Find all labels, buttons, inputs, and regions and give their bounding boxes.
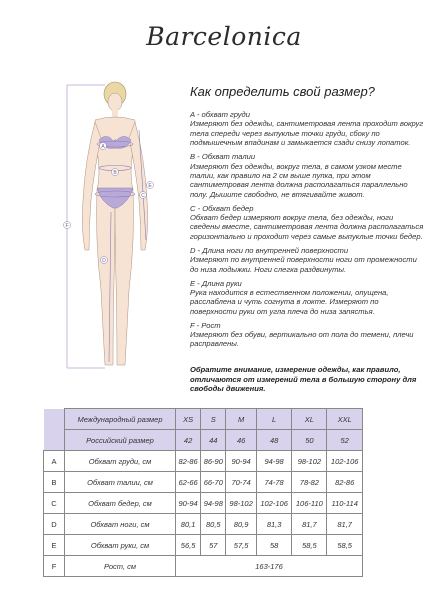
table-cell: 98-102 xyxy=(226,493,256,514)
label-d: D xyxy=(102,257,106,264)
table-header-cell: 44 xyxy=(201,430,226,451)
table-cell: 102-106 xyxy=(256,493,292,514)
table-cell: 94-98 xyxy=(201,493,226,514)
row-label: Обхват руки, см xyxy=(65,535,176,556)
table-cell: 106-110 xyxy=(292,493,327,514)
paragraph-text: Измеряют без одежды, сантиметровая лента проходит вокруг тела спереди через выпуклые точки груди, сбоку по подмышечным впадинам и замыкается сзади снизу лопаток. xyxy=(190,119,424,148)
table-cell: 57,5 xyxy=(226,535,256,556)
table-header-cell: XS xyxy=(176,409,201,430)
table-header-cell: M xyxy=(226,409,256,430)
row-label: Рост, см xyxy=(65,556,176,577)
label-e: E xyxy=(148,182,152,189)
table-cell: 78-82 xyxy=(292,472,327,493)
paragraph-head: E - Длина руки xyxy=(190,278,242,288)
table-header-cell: XXL xyxy=(327,409,363,430)
table-cell: 74-78 xyxy=(256,472,292,493)
table-header-cell: 46 xyxy=(226,430,256,451)
table-header-label: Международный размер xyxy=(65,409,176,430)
table-row xyxy=(44,556,363,577)
table-header-cell: 50 xyxy=(292,430,327,451)
row-label: Обхват ноги, см xyxy=(65,514,176,535)
table-row xyxy=(44,451,363,472)
paragraph-head: A - обхват груди xyxy=(190,110,250,119)
row-letter: D xyxy=(44,514,65,535)
paragraph-head: F - Рост xyxy=(190,320,221,330)
paragraph-text: Измеряют по внутренней поверхности ноги от промежности до низа лодыжки. Ноги слегка раздвинуты. xyxy=(190,255,417,274)
table-header-label: Российский размер xyxy=(65,430,176,451)
paragraph-head: C - Обхват бедер xyxy=(190,203,254,213)
table-cell: 94-98 xyxy=(256,451,292,472)
table-row xyxy=(44,472,363,493)
paragraph-f xyxy=(190,321,425,349)
paragraph-text: Рука находится в естественном положении, опущена, расслаблена и чуть согнута в локте. Измеряют по поверхности руки от угла плеча до низа запястья. xyxy=(190,287,389,316)
table-cell: 86-90 xyxy=(201,451,226,472)
table-cell: 110-114 xyxy=(327,493,363,514)
row-letter: B xyxy=(44,472,65,493)
page-title: Как определить свой размер? xyxy=(190,84,375,99)
table-cell: 80,1 xyxy=(176,514,201,535)
table-cell: 80,9 xyxy=(226,514,256,535)
row-label: Обхват талии, см xyxy=(65,472,176,493)
paragraph-text: Измеряют без обуви, вертикально от пола до темени, плечи расправлены. xyxy=(190,330,414,349)
table-row xyxy=(44,493,363,514)
table-cell: 58,5 xyxy=(292,535,327,556)
table-cell: 82-86 xyxy=(176,451,201,472)
table-row xyxy=(44,535,363,556)
table-header-cell: XL xyxy=(292,409,327,430)
table-header-cell: S xyxy=(201,409,226,430)
paragraph-text: Обхват бедер измеряют вокруг тела, без одежды, ноги сведены вместе, сантиметровая лента должна располагаться горизонтально и проходит через самые выпуклые точки бедер. xyxy=(190,213,424,241)
size-table xyxy=(43,408,363,577)
label-c: C xyxy=(141,192,145,199)
paragraph-b xyxy=(190,152,425,199)
table-cell xyxy=(44,409,65,430)
instructions xyxy=(190,110,425,353)
table-header-row xyxy=(44,409,363,430)
body-figure-illustration xyxy=(55,80,175,380)
table-header-row xyxy=(44,430,363,451)
table-cell: 58 xyxy=(256,535,292,556)
table-cell: 57 xyxy=(201,535,226,556)
paragraph-text: Измеряют без одежды, вокруг тела, в самом узком месте талии, как правило на 2 см выше пупка, при этом сантиметровая лента должна располагаться параллельно полу. Дышите свободно, не втягивайте живот. xyxy=(190,161,408,199)
label-a: A xyxy=(101,143,105,150)
table-header-cell: 42 xyxy=(176,430,201,451)
table-cell: 98-102 xyxy=(292,451,327,472)
table-header-cell: L xyxy=(256,409,292,430)
row-letter: A xyxy=(44,451,65,472)
table-cell: 81,3 xyxy=(256,514,292,535)
paragraph-head: D - Длина ноги по внутренней поверхности xyxy=(190,245,349,255)
table-cell: 58,5 xyxy=(327,535,363,556)
table-cell: 56,5 xyxy=(176,535,201,556)
label-b: B xyxy=(113,169,117,176)
table-cell: 70-74 xyxy=(226,472,256,493)
table-header-cell: 52 xyxy=(327,430,363,451)
row-label: Обхват бедер, см xyxy=(65,493,176,514)
table-cell: 90-94 xyxy=(226,451,256,472)
paragraph-head: B - Обхват талии xyxy=(190,152,256,162)
table-cell: 81,7 xyxy=(292,514,327,535)
table-row xyxy=(44,514,363,535)
table-cell: 62-66 xyxy=(176,472,201,493)
paragraph-c xyxy=(190,204,425,242)
paragraph-e xyxy=(190,279,425,317)
table-cell: 163-176 xyxy=(176,556,363,577)
table-cell: 80,5 xyxy=(201,514,226,535)
row-label: Обхват груди, см xyxy=(65,451,176,472)
table-header-cell: 48 xyxy=(256,430,292,451)
paragraph-d xyxy=(190,246,425,274)
row-letter: F xyxy=(44,556,65,577)
row-letter: C xyxy=(44,493,65,514)
table-cell: 82-86 xyxy=(327,472,363,493)
table-cell xyxy=(44,430,65,451)
label-f: F xyxy=(65,222,69,229)
table-cell: 90-94 xyxy=(176,493,201,514)
table-cell: 81,7 xyxy=(327,514,363,535)
brand-logo: Barcelonica xyxy=(146,22,302,51)
note: Обратите внимание, измерение одежды, как правило, отличаются от измерений тела в большую сторону для свободы движения. xyxy=(190,365,417,394)
table-cell: 66-70 xyxy=(201,472,226,493)
row-letter: E xyxy=(44,535,65,556)
paragraph-a xyxy=(190,110,425,148)
table-cell: 102-106 xyxy=(327,451,363,472)
